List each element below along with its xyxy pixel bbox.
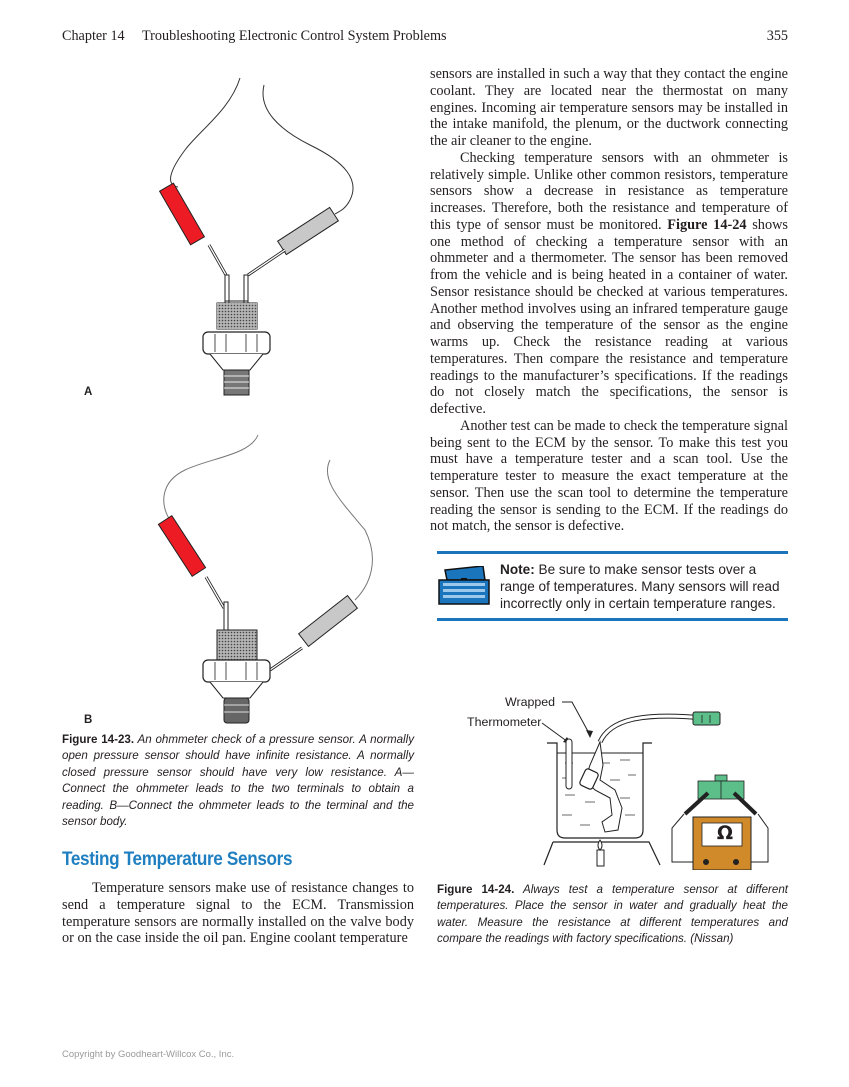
- paragraph-text: shows one method of checking a temperature sensor with an ohmmeter and a thermometer. The sensor has been removed from the vehicle and is being heated in a container of water. Sensor resistance should be checked at various temperatures. Another method involves using an infrared temperature gauge and observing the temperature of the sensor as the engine warms up. Check the resistance reading at various temperatures. Then compare the resistance and temperature readings to the manufacturer’s specifications. If the readings do not closely match the specifications, the sensor is defective.: [430, 216, 788, 417]
- chapter-title: Troubleshooting Electronic Control System Problems: [142, 28, 447, 44]
- note-body: Be sure to make sensor tests over a range of temperatures. Many sensors will read incorrectly only in certain temperature ranges.: [500, 562, 780, 611]
- paragraph: Another test can be made to check the temperature signal being sent to the ECM by the sensor. To make this test you must have a temperature tester and a scan tool. Use the temperature tester to measure the exact temperature at the sensor. Then use the scan tool to determine the temperature reading the sensor is sending to the ECM. If the readings do not match, the sensor is defective.: [430, 417, 788, 535]
- ohm-symbol: Ω: [716, 822, 734, 844]
- note-label: Note:: [500, 562, 535, 577]
- paragraph: sensors are installed in such a way that they contact the engine coolant. They are located near the thermostat on many engines. Incoming air temperature sensors may be installed in the intake manifold, the plenum, or the ductwork connecting the air cleaner to the engine.: [430, 66, 788, 149]
- left-column-text: [62, 880, 414, 947]
- thermometer: [566, 739, 572, 789]
- note-text: [500, 561, 788, 612]
- figure-reference: Figure 14-24: [667, 216, 747, 233]
- figure-14-23-caption: [62, 732, 414, 830]
- red-test-lead: [158, 516, 224, 608]
- figure-14-24-caption: [437, 882, 788, 948]
- figure-14-23b-illustration: [140, 430, 380, 730]
- gray-test-lead: [248, 207, 338, 275]
- figure-panel-a-label: A: [84, 386, 93, 398]
- pressure-sensor: [203, 303, 270, 395]
- toolbox-icon: [437, 566, 493, 606]
- caption-text: Always test a temperature sensor at different temperatures. Place the sensor in water and gradually heat the water. Measure the resistance at different temperatures and compare the readings with factory specifications. (Nissan): [437, 883, 788, 946]
- note-box: [437, 551, 788, 621]
- figure-number: Figure 14-24.: [437, 883, 515, 896]
- flame-icon: [598, 840, 602, 850]
- candle: [597, 850, 604, 866]
- paragraph-text: Checking temperature sensors with an ohmmeter is relatively simple. Unlike other common resistors, temperature sensors show a decrease in resistance as temperature increases. Therefore, both the resistance and temperature of this type of sensor must be monitored.: [430, 149, 788, 233]
- figure-number: Figure 14-23.: [62, 733, 135, 746]
- figure-panel-b-label: B: [84, 714, 93, 726]
- copyright-notice: Copyright by Goodheart-Willcox Co., Inc.: [62, 1049, 235, 1060]
- callout-thermometer: Thermometer: [467, 715, 542, 729]
- chapter-label: Chapter 14: [62, 28, 125, 44]
- caption-text: An ohmmeter check of a pressure sensor. A normally open pressure sensor should have infinite resistance. A normally closed pressure sensor should have very low resistance. A—Connect the ohmmeter leads to the two terminals to obtain a reading. B—Connect the ohmmeter leads to the terminal and the sensor body.: [62, 733, 414, 829]
- running-head: [62, 28, 788, 48]
- page-number: 355: [766, 28, 788, 44]
- right-column-text: [430, 66, 788, 535]
- figure-14-23a-illustration: [140, 70, 380, 400]
- section-heading: Testing Temperature Sensors: [62, 848, 293, 870]
- pressure-sensor: [203, 630, 270, 723]
- paragraph: Temperature sensors make use of resistance changes to send a temperature signal to the ECM. Transmission temperature sensors are normally installed on the valve body or on the case inside the oil pan. Engine coolant temperature: [62, 880, 414, 947]
- sensor-connector: [693, 712, 720, 725]
- callout-wrapped: Wrapped: [505, 695, 556, 709]
- paragraph: [430, 150, 788, 418]
- water-container: [547, 739, 652, 838]
- red-test-lead: [160, 183, 226, 275]
- gray-test-lead: [270, 596, 357, 670]
